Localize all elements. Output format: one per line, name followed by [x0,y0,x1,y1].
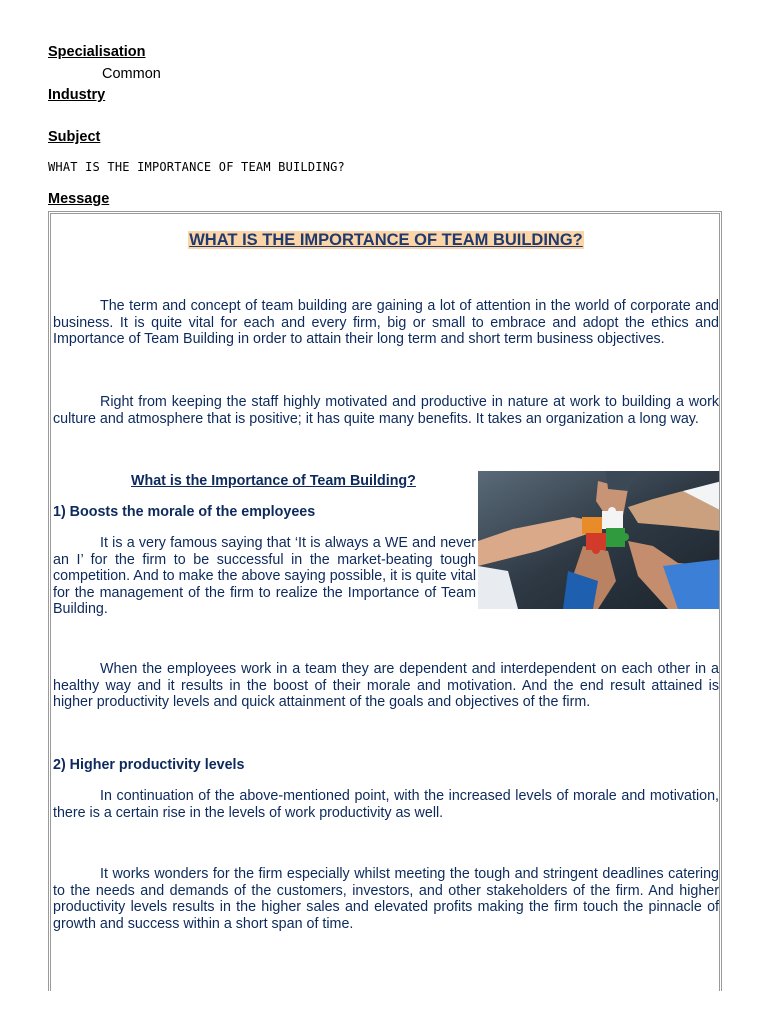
article-title [53,232,719,249]
point-1-heading: 1) Boosts the morale of the employees [53,504,316,520]
section-heading: What is the Importance of Team Building? [131,473,416,489]
subject-value: WHAT IS THE IMPORTANCE OF TEAM BUILDING? [48,160,345,174]
point-2-paragraph-2: It works wonders for the firm especially whilst meeting the tough and stringent deadlines catering to the needs and demands of the customers, investors, and other stakeholders of the firm. And higher productivity levels results in the higher sales and elevated profits making the firm touch the pinnacle of growth and success within a short span of time. [53,866,719,932]
intro-paragraph-1: The term and concept of team building are gaining a lot of attention in the world of corporate and business. It is quite vital for each and every firm, big or small to embrace and adopt the ethics and Importance of Team Building in order to attain their long term and short term business objectives. [53,298,719,348]
team-puzzle-image [478,471,722,609]
specialisation-value: Common [102,66,161,82]
point-1-paragraph-1: It is a very famous saying that ‘It is always a WE and never an I’ for the firm to be successful in the market-beating tough competition. And to make the above saying possible, it is quite vital for the management of the firm to realize the Importance of Team Building. [53,535,476,618]
specialisation-label: Specialisation [48,44,146,60]
message-body [48,211,722,991]
article-title-text: WHAT IS THE IMPORTANCE OF TEAM BUILDING? [189,231,583,249]
intro-paragraph-2: Right from keeping the staff highly motivated and productive in nature at work to building a work culture and atmosphere that is positive; it has quite many benefits. It takes an organization a long way. [53,394,719,427]
point-2-paragraph-1: In continuation of the above-mentioned point, with the increased levels of morale and motivation, there is a certain rise in the levels of work productivity as well. [53,788,719,821]
industry-label: Industry [48,87,106,103]
point-1-paragraph-2: When the employees work in a team they are dependent and interdependent on each other in a healthy way and it results in the boost of their morale and motivation. And the end result attained is higher productivity levels and quick attainment of the goals and objectives of the firm. [53,661,719,711]
subject-label: Subject [48,129,101,145]
message-label: Message [48,191,110,207]
point-2-heading: 2) Higher productivity levels [53,757,245,773]
